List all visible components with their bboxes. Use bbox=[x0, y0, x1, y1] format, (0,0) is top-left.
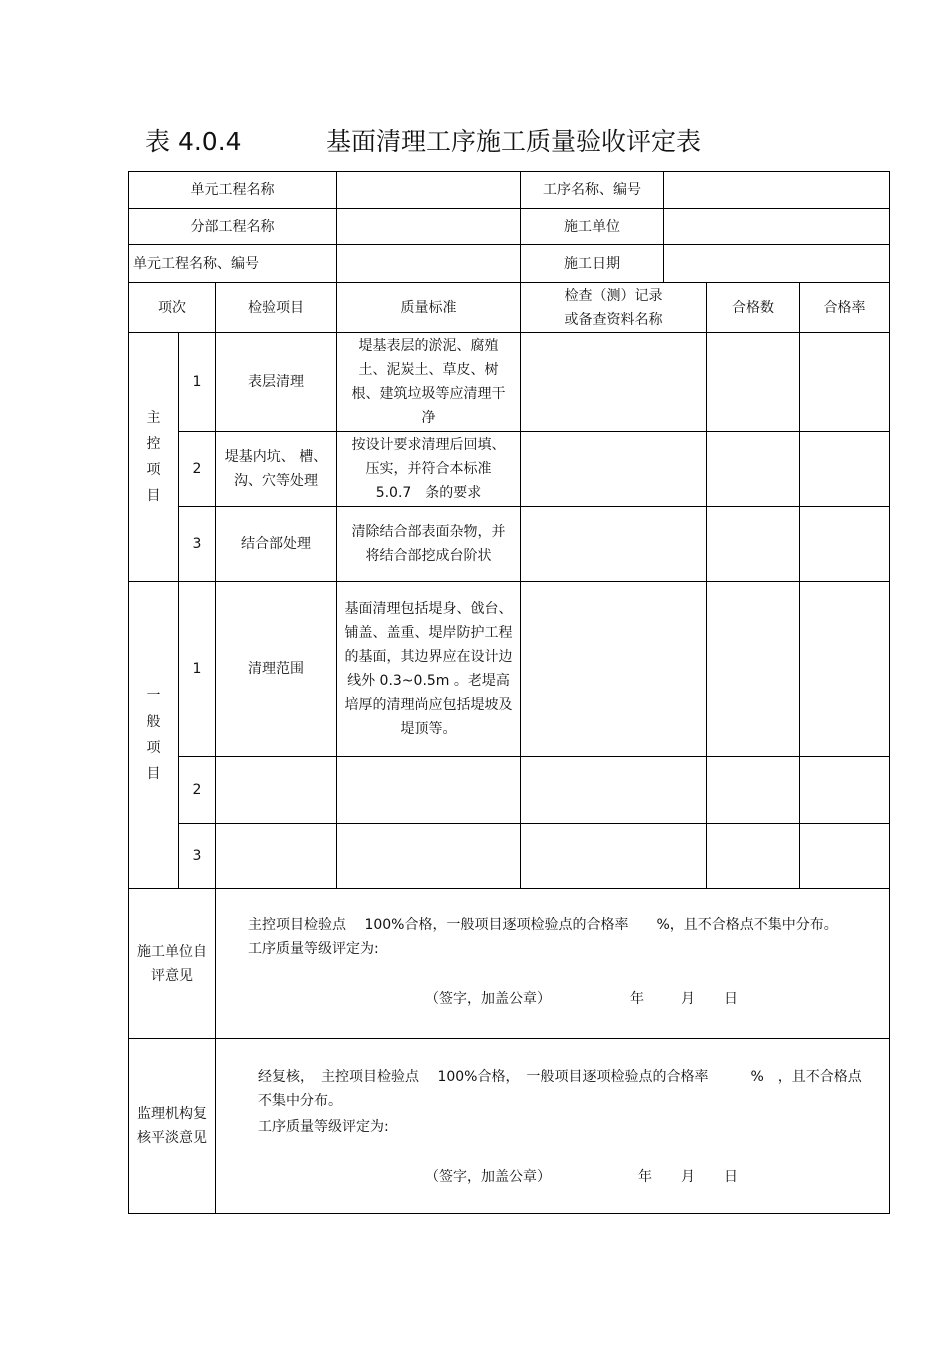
self-eval-line2: 工序质量等级评定为: bbox=[248, 941, 379, 957]
col-pass-count: 合格数 bbox=[707, 283, 800, 333]
col-quality-std: 质量标准 bbox=[337, 283, 521, 333]
pass-count-cell[interactable] bbox=[707, 757, 800, 824]
inspect-item: 表层清理 bbox=[216, 333, 337, 432]
inspect-item[interactable] bbox=[216, 757, 337, 824]
quality-standard: 堤基表层的淤泥、腐殖土、泥炭土、草皮、树根、建筑垃圾等应清理干净 bbox=[337, 333, 521, 432]
group-main-label: 主控项目 bbox=[129, 333, 179, 582]
pass-rate-cell[interactable] bbox=[800, 757, 890, 824]
quality-standard: 按设计要求清理后回填、压实，并符合本标准 5.0.7 条的要求 bbox=[337, 432, 521, 507]
record-cell[interactable] bbox=[521, 582, 707, 757]
document-title bbox=[0, 122, 950, 162]
supervisor-eval-line2: 工序质量等级评定为: bbox=[258, 1119, 389, 1135]
pass-count-cell[interactable] bbox=[707, 507, 800, 582]
supervisor-eval-day: 日 bbox=[724, 1169, 738, 1185]
record-cell[interactable] bbox=[521, 757, 707, 824]
quality-standard[interactable] bbox=[337, 824, 521, 889]
pass-rate-cell[interactable] bbox=[800, 582, 890, 757]
record-cell[interactable] bbox=[521, 432, 707, 507]
label-unit-project-name: 单元工程名称 bbox=[129, 172, 337, 209]
self-eval-opinion[interactable] bbox=[216, 889, 890, 1039]
pass-rate-cell[interactable] bbox=[800, 507, 890, 582]
table-number: 表 4.0.4 bbox=[145, 127, 242, 156]
value-division-name[interactable] bbox=[337, 209, 521, 245]
quality-standard[interactable] bbox=[337, 757, 521, 824]
pass-count-cell[interactable] bbox=[707, 333, 800, 432]
record-cell[interactable] bbox=[521, 507, 707, 582]
pass-count-cell[interactable] bbox=[707, 582, 800, 757]
label-division-name: 分部工程名称 bbox=[129, 209, 337, 245]
value-construction-date[interactable] bbox=[664, 245, 890, 283]
label-construction-unit: 施工单位 bbox=[521, 209, 664, 245]
supervisor-eval-line1b: 不集中分布。 bbox=[258, 1093, 342, 1109]
row-no: 2 bbox=[179, 432, 216, 507]
pass-rate-cell[interactable] bbox=[800, 333, 890, 432]
row-no: 1 bbox=[179, 333, 216, 432]
supervisor-eval-opinion[interactable] bbox=[216, 1039, 890, 1214]
self-eval-label: 施工单位自评意见 bbox=[129, 889, 216, 1039]
inspect-item: 清理范围 bbox=[216, 582, 337, 757]
value-unit-project-name[interactable] bbox=[337, 172, 521, 209]
inspect-item: 结合部处理 bbox=[216, 507, 337, 582]
label-construction-date: 施工日期 bbox=[521, 245, 664, 283]
self-eval-line1: 主控项目检验点 100%合格，一般项目逐项检验点的合格率 %，且不合格点不集中分布。 bbox=[248, 917, 838, 933]
pass-rate-cell[interactable] bbox=[800, 432, 890, 507]
row-no: 2 bbox=[179, 757, 216, 824]
inspection-form-table bbox=[128, 171, 890, 1214]
group-general-label: 一般项目 bbox=[129, 582, 179, 889]
self-eval-month: 月 bbox=[681, 991, 695, 1007]
pass-count-cell[interactable] bbox=[707, 824, 800, 889]
row-no: 3 bbox=[179, 507, 216, 582]
row-no: 1 bbox=[179, 582, 216, 757]
supervisor-eval-signature: （签字，加盖公章） bbox=[425, 1169, 551, 1185]
supervisor-eval-year: 年 bbox=[638, 1169, 652, 1185]
label-unit-project-name-no: 单元工程名称、编号 bbox=[129, 245, 337, 283]
supervisor-eval-month: 月 bbox=[681, 1169, 695, 1185]
value-unit-project-name-no[interactable] bbox=[337, 245, 521, 283]
value-process-name-no[interactable] bbox=[664, 172, 890, 209]
record-cell[interactable] bbox=[521, 333, 707, 432]
col-pass-rate: 合格率 bbox=[800, 283, 890, 333]
quality-standard: 基面清理包括堤身、戗台、铺盖、盖重、堤岸防护工程的基面，其边界应在设计边线外 0.3~0.5m 。老堤高培厚的清理尚应包括堤坡及堤顶等。 bbox=[337, 582, 521, 757]
pass-rate-cell[interactable] bbox=[800, 824, 890, 889]
value-construction-unit[interactable] bbox=[664, 209, 890, 245]
supervisor-eval-label: 监理机构复核平淡意见 bbox=[129, 1039, 216, 1214]
col-record: 检查（测）记录或备查资料名称 bbox=[521, 283, 707, 333]
pass-count-cell[interactable] bbox=[707, 432, 800, 507]
self-eval-day: 日 bbox=[724, 991, 738, 1007]
table-name: 基面清理工序施工质量验收评定表 bbox=[326, 127, 702, 156]
record-cell[interactable] bbox=[521, 824, 707, 889]
supervisor-eval-line1: 经复核， 主控项目检验点 100%合格， 一般项目逐项检验点的合格率 % ，且不合格点 bbox=[258, 1069, 862, 1085]
inspect-item: 堤基内坑、 槽、沟、穴等处理 bbox=[216, 432, 337, 507]
row-no: 3 bbox=[179, 824, 216, 889]
self-eval-year: 年 bbox=[630, 991, 644, 1007]
self-eval-signature: （签字，加盖公章） bbox=[425, 991, 551, 1007]
inspect-item[interactable] bbox=[216, 824, 337, 889]
col-inspect-item: 检验项目 bbox=[216, 283, 337, 333]
quality-standard: 清除结合部表面杂物，并将结合部挖成台阶状 bbox=[337, 507, 521, 582]
label-process-name-no: 工序名称、编号 bbox=[521, 172, 664, 209]
col-item-no: 项次 bbox=[129, 283, 216, 333]
